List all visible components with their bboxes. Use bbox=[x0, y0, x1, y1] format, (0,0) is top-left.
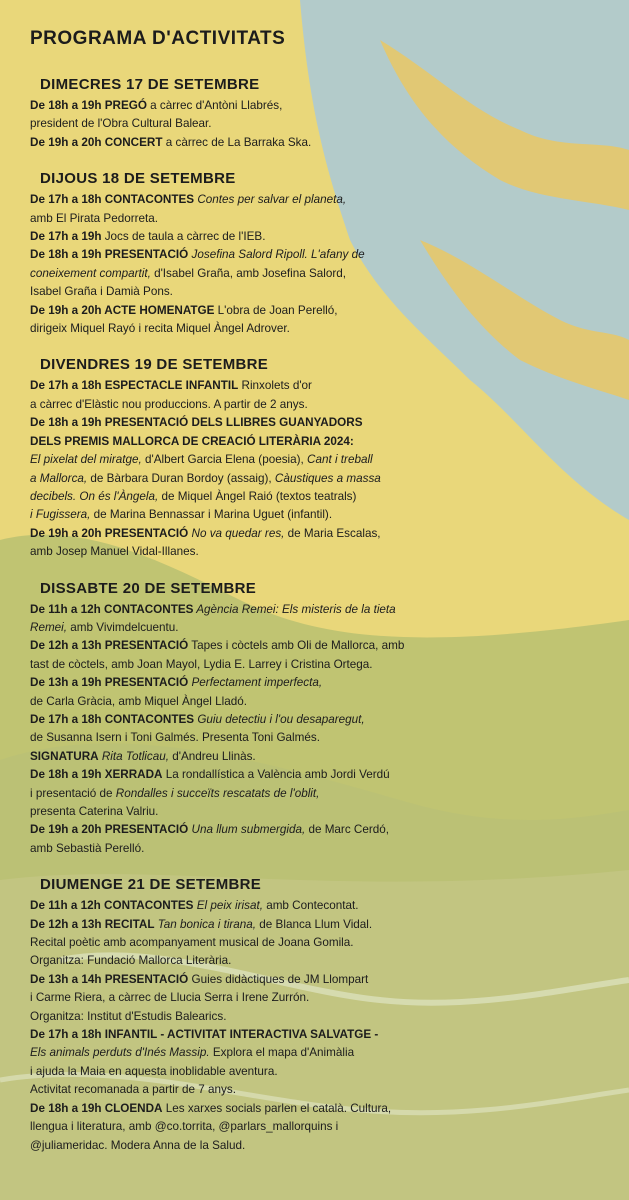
line-segment: SIGNATURA bbox=[30, 749, 99, 763]
program-line bbox=[30, 506, 615, 524]
program-line bbox=[30, 525, 615, 543]
program-line bbox=[30, 766, 615, 784]
line-segment: i Fugissera, bbox=[30, 508, 91, 522]
line-segment: de Blanca Llum Vidal. bbox=[256, 917, 373, 931]
program-line bbox=[30, 601, 615, 619]
line-segment: PREGÓ bbox=[104, 99, 147, 112]
program-line bbox=[30, 971, 615, 989]
program-line bbox=[30, 693, 615, 711]
program-line bbox=[30, 1100, 615, 1118]
line-segment: Rondalles i succeïts rescatats de l'oblit, bbox=[115, 786, 320, 800]
day-title: DISSABTE 20 DE SETEMBRE bbox=[40, 579, 257, 597]
line-segment: i ajuda la Maia en aquesta inoblidable aventura. bbox=[30, 1064, 278, 1078]
program-line bbox=[30, 451, 615, 469]
day-section bbox=[30, 580, 615, 859]
program-line bbox=[30, 711, 615, 729]
line-segment: De 18h a 19h XERRADA bbox=[30, 768, 163, 782]
line-segment: a càrrec de La Barraka Ska. bbox=[162, 135, 312, 149]
program-line bbox=[30, 1118, 615, 1136]
line-segment: De 19h a 20h CONCERT bbox=[30, 135, 163, 149]
line-segment: Els animals perduts d'Inés Massip. bbox=[30, 1046, 210, 1060]
line-segment: Cant i treball bbox=[307, 453, 373, 467]
line-segment: tast de còctels, amb Joan Mayol, Lydia E. Larrey i Cristina Ortega. bbox=[30, 657, 373, 671]
line-segment: De 17h a 18h CONTACONTES bbox=[30, 712, 195, 726]
line-segment: de Marina Bennassar i Marina Uguet (infantil). bbox=[90, 508, 333, 522]
line-segment: De 13h a 14h PRESENTACIÓ bbox=[30, 972, 189, 986]
line-segment: @juliameridac. Modera Anna de la Salud. bbox=[30, 1138, 246, 1152]
program-content bbox=[30, 28, 615, 1173]
program-line bbox=[30, 785, 615, 803]
line-segment: De 17h a 18h CONTACONTES bbox=[30, 193, 195, 207]
line-segment: Rinxolets d'or bbox=[238, 379, 312, 393]
program-line bbox=[30, 265, 615, 283]
line-segment: Una llum submergida, bbox=[188, 823, 306, 837]
day-title: DIMECRES 17 DE SETEMBRE bbox=[40, 76, 260, 93]
days-container bbox=[30, 76, 615, 1155]
day-section bbox=[30, 170, 615, 338]
line-segment: a càrrec d'Antòni Llabrés, bbox=[146, 99, 283, 112]
line-segment: a Mallorca, bbox=[30, 471, 88, 485]
line-segment: de Marc Cerdó, bbox=[305, 823, 389, 837]
program-line bbox=[30, 377, 615, 395]
line-segment: llengua i literatura, amb @co.torrita, @parlars_mallorquins i bbox=[30, 1120, 339, 1134]
line-segment: Agència Remei: Els misteris de la tieta bbox=[193, 602, 396, 616]
program-line bbox=[30, 619, 615, 637]
line-segment: Remei, bbox=[30, 620, 68, 634]
line-segment: El peix irisat, bbox=[193, 899, 263, 913]
line-segment: De 17h a 18h ESPECTACLE INFANTIL bbox=[30, 379, 239, 393]
program-line bbox=[30, 952, 615, 970]
program-line bbox=[30, 543, 615, 561]
line-segment: Explora el mapa d'Animàlia bbox=[209, 1046, 355, 1060]
line-segment: De 13h a 19h PRESENTACIÓ bbox=[30, 676, 189, 690]
program-line bbox=[30, 433, 615, 451]
line-segment: de Susanna Isern i Toni Galmés. Presenta Toni Galmés. bbox=[30, 731, 320, 745]
program-line bbox=[30, 488, 615, 506]
line-segment: de Miquel Àngel Raió (textos teatrals) bbox=[158, 489, 357, 503]
line-segment: Perfectament imperfecta, bbox=[188, 676, 323, 690]
program-line bbox=[30, 283, 615, 301]
program-line bbox=[30, 470, 615, 488]
day-title: DIVENDRES 19 DE SETEMBRE bbox=[40, 356, 269, 374]
day-section bbox=[30, 876, 615, 1155]
line-segment: De 19h a 20h PRESENTACIÓ bbox=[30, 526, 189, 540]
program-line bbox=[30, 246, 615, 264]
line-segment: Organitza: Institut d'Estudis Balearics. bbox=[30, 1009, 227, 1023]
program-line bbox=[30, 302, 615, 320]
program-line bbox=[30, 821, 615, 839]
line-segment: De 11h a 12h CONTACONTES bbox=[30, 602, 194, 616]
program-line bbox=[30, 840, 615, 858]
line-segment: Jocs de taula a càrrec de l'IEB. bbox=[101, 230, 266, 244]
program-line bbox=[30, 803, 615, 821]
line-segment: dirigeix Miquel Rayó i recita Miquel Àngel Adrover. bbox=[30, 322, 290, 336]
line-segment: amb Contecontat. bbox=[262, 899, 359, 913]
day-section bbox=[30, 76, 615, 152]
line-segment: Contes per salvar el planeta, bbox=[194, 193, 347, 207]
line-segment: De 12h a 13h PRESENTACIÓ bbox=[30, 639, 189, 653]
line-segment: De 18h a 19h bbox=[30, 99, 105, 112]
line-segment: a càrrec d'Elàstic nou produccions. A partir de 2 anys. bbox=[30, 397, 308, 411]
program-line bbox=[30, 1044, 615, 1062]
line-segment: De 18h a 19h CLOENDA bbox=[30, 1101, 163, 1115]
line-segment: decibels. On és l'Àngela, bbox=[30, 489, 159, 503]
program-line bbox=[30, 228, 615, 246]
line-segment: De 12h a 13h RECITAL bbox=[30, 917, 155, 931]
line-segment: amb Josep Manuel Vidal-Illanes. bbox=[30, 545, 199, 559]
program-line bbox=[30, 637, 615, 655]
line-segment: presenta Caterina Valriu. bbox=[30, 805, 159, 818]
program-line bbox=[30, 1026, 615, 1044]
program-line bbox=[30, 934, 615, 952]
program-title: PROGRAMA D'ACTIVITATS bbox=[30, 28, 286, 49]
line-segment: No va quedar res, bbox=[188, 526, 285, 540]
line-segment: d'Isabel Graña, amb Josefina Salord, bbox=[150, 266, 347, 280]
line-segment: De 18h a 19h PRESENTACIÓ bbox=[30, 248, 189, 262]
program-line bbox=[30, 191, 615, 209]
line-segment: Isabel Graña i Damià Pons. bbox=[30, 285, 173, 299]
program-line bbox=[30, 134, 615, 152]
program-line bbox=[30, 656, 615, 674]
line-segment: La rondallística a València amb Jordi Verdú bbox=[162, 768, 390, 782]
program-line bbox=[30, 1081, 615, 1099]
program-line bbox=[30, 97, 615, 115]
program-line bbox=[30, 729, 615, 747]
day-title: DIJOUS 18 DE SETEMBRE bbox=[40, 170, 236, 188]
line-segment: Recital poètic amb acompanyament musical de Joana Gomila. bbox=[30, 936, 354, 950]
line-segment: Càustiques a massa bbox=[274, 471, 381, 485]
line-segment: De 17h a 19h bbox=[30, 230, 102, 244]
program-line bbox=[30, 989, 615, 1007]
program-line bbox=[30, 115, 615, 133]
line-segment: De 19h a 20h PRESENTACIÓ bbox=[30, 823, 189, 837]
program-line bbox=[30, 320, 615, 338]
line-segment: El pixelat del miratge, bbox=[30, 453, 142, 467]
line-segment: i presentació de bbox=[30, 786, 116, 800]
line-segment: d'Andreu Llinàs. bbox=[168, 749, 256, 763]
line-segment: Guies didàctiques de JM Llompart bbox=[188, 972, 369, 986]
program-line bbox=[30, 897, 615, 915]
line-segment: Tan bonica i tirana, bbox=[154, 917, 257, 931]
line-segment: De 18h a 19h PRESENTACIÓ DELS LLIBRES GUANYADORS bbox=[30, 416, 363, 430]
program-line bbox=[30, 396, 615, 414]
line-segment: president de l'Obra Cultural Balear. bbox=[30, 117, 212, 131]
line-segment: amb Vivimdelcuentu. bbox=[67, 620, 179, 634]
line-segment: amb Sebastià Perelló. bbox=[30, 841, 145, 855]
line-segment: de Maria Escalas, bbox=[284, 526, 381, 540]
line-segment: Organitza: Fundació Mallorca Literària. bbox=[30, 954, 232, 968]
line-segment: amb El Pirata Pedorreta. bbox=[30, 211, 158, 225]
program-line bbox=[30, 1063, 615, 1081]
line-segment: i Carme Riera, a càrrec de Llucia Serra i Irene Zurrón. bbox=[30, 991, 310, 1005]
line-segment: Les xarxes socials parlen el català. Cultura, bbox=[162, 1101, 392, 1115]
day-section bbox=[30, 356, 615, 561]
line-segment: de Bàrbara Duran Bordoy (assaig), bbox=[87, 471, 275, 485]
day-title: DIUMENGE 21 DE SETEMBRE bbox=[40, 876, 262, 894]
line-segment: L'obra de Joan Perelló, bbox=[214, 303, 338, 317]
program-line bbox=[30, 414, 615, 432]
line-segment: DELS PREMIS MALLORCA DE CREACIÓ LITERÀRIA 2024: bbox=[30, 434, 354, 448]
line-segment: De 19h a 20h ACTE HOMENATGE bbox=[30, 303, 215, 317]
line-segment: d'Albert Garcia Elena (poesia), bbox=[141, 453, 308, 467]
program-line bbox=[30, 1137, 615, 1155]
line-segment: Guiu detectiu i l'ou desaparegut, bbox=[194, 712, 365, 726]
program-line bbox=[30, 916, 615, 934]
line-segment: De 17h a 18h INFANTIL - ACTIVITAT INTERACTIVA SALVATGE - bbox=[30, 1028, 379, 1042]
program-line bbox=[30, 674, 615, 692]
program-line bbox=[30, 210, 615, 228]
line-segment: de Carla Gràcia, amb Miquel Àngel Lladó. bbox=[30, 694, 247, 708]
program-line bbox=[30, 748, 615, 766]
line-segment: Josefina Salord Ripoll. L'afany de bbox=[188, 248, 365, 262]
line-segment: Activitat recomanada a partir de 7 anys. bbox=[30, 1083, 236, 1097]
program-line bbox=[30, 1008, 615, 1026]
line-segment: Tapes i còctels amb Oli de Mallorca, amb bbox=[188, 639, 405, 653]
line-segment: coneixement compartit, bbox=[30, 266, 151, 280]
line-segment: Rita Totlicau, bbox=[98, 749, 169, 763]
line-segment: De 11h a 12h CONTACONTES bbox=[30, 899, 194, 913]
